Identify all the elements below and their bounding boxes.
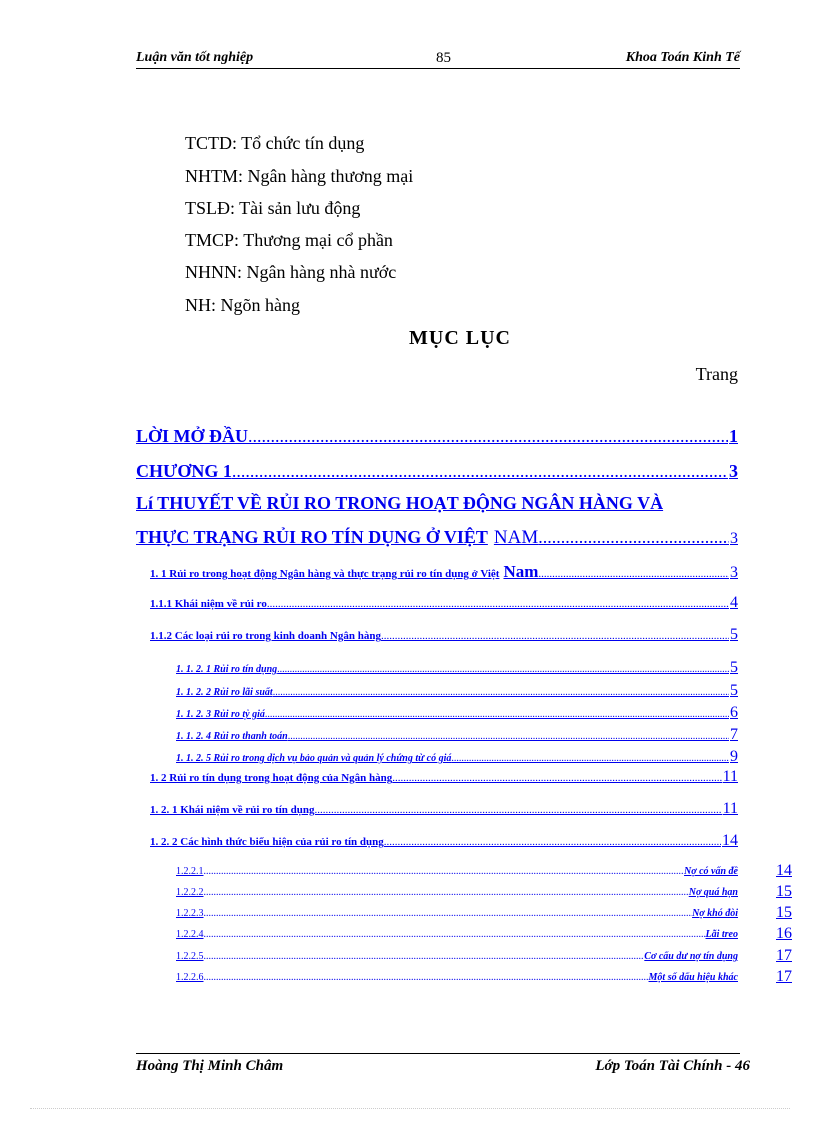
- toc-subentry-title: Cơ cấu dư nợ tín dụng: [644, 951, 738, 962]
- toc-subentry-number: 1.2.2.2: [176, 887, 204, 898]
- abbreviation-item: TSLĐ: Tài sản lưu động: [185, 198, 361, 218]
- toc-entry-1-1-2-1[interactable]: [176, 659, 738, 677]
- toc-entry-title: 1.1.2 Các loại rủi ro trong kinh doanh Ngân hàng: [150, 630, 381, 642]
- toc-subentry[interactable]: [176, 908, 738, 919]
- page-bottom-border: [30, 1108, 790, 1109]
- toc-subentry-number: 1.2.2.3: [176, 908, 204, 919]
- footer-class: Lớp Toán Tài Chính - 46: [595, 1058, 750, 1074]
- toc-entry-page: 1: [729, 426, 738, 446]
- footer-author: Hoàng Thị Minh Châm: [136, 1058, 284, 1074]
- toc-entry-title: 1. 1. 2. 5 Rủi ro trong dịch vụ bảo quản và quản lý chứng từ có giá: [176, 753, 452, 764]
- toc-entry-1-1-2-5[interactable]: [176, 748, 738, 766]
- toc-entry-title: 1. 2 Rủi ro tín dụng trong hoạt động của Ngân hàng: [150, 772, 393, 784]
- toc-entry-page: 11: [722, 800, 738, 817]
- toc-subentry-number: 1.2.2.5: [176, 951, 204, 962]
- toc-entry-title: 1. 1. 2. 4 Rủi ro thanh toán: [176, 731, 288, 742]
- toc-entry-page: 3: [729, 461, 738, 481]
- toc-entry-intro[interactable]: [136, 426, 738, 447]
- toc-entry-page: 3: [730, 530, 738, 547]
- toc-subentry-number: 1.2.2.1: [176, 866, 204, 877]
- toc-entry-page: 3: [730, 564, 738, 581]
- toc-entry-page: 6: [730, 704, 738, 721]
- toc-chapter-heading-line-2[interactable]: [136, 527, 738, 549]
- toc-subentry-page[interactable]: 14: [776, 862, 792, 879]
- toc-entry-page: 7: [730, 726, 738, 743]
- footer-divider: [136, 1053, 740, 1054]
- toc-entry-page: 5: [730, 626, 738, 643]
- abbreviation-item: NH: Ngõn hàng: [185, 295, 300, 315]
- toc-entry-title: 1. 2. 1 Khái niệm về rủi ro tín dụng: [150, 804, 315, 816]
- toc-entry-1-1-2-2[interactable]: [176, 682, 738, 700]
- toc-entry-title: 1. 1. 2. 2 Rủi ro lãi suất: [176, 687, 273, 698]
- abbreviation-item: NHNN: Ngân hàng nhà nước: [185, 262, 397, 282]
- toc-entry-title: LỜI MỞ ĐẦU: [136, 426, 248, 446]
- page-header: [136, 50, 740, 70]
- toc-entry-1-2-1[interactable]: [150, 800, 738, 818]
- toc-subentry-page[interactable]: 17: [776, 968, 792, 985]
- toc-subentry-title: Lãi treo: [705, 929, 738, 940]
- toc-title: MỤC LỤC: [409, 327, 511, 349]
- abbreviation-item: TMCP: Thương mại cổ phần: [185, 230, 393, 250]
- toc-subentry-page[interactable]: 16: [776, 925, 792, 942]
- toc-entry-title: 1. 2. 2 Các hình thức biểu hiện của rủi ro tín dụng: [150, 836, 384, 848]
- toc-subentry[interactable]: [176, 887, 738, 898]
- toc-subentry[interactable]: [176, 951, 738, 962]
- toc-entry-title-end: Nam: [503, 562, 539, 581]
- toc-subentry[interactable]: [176, 929, 738, 940]
- toc-entry-1-1[interactable]: [150, 562, 738, 582]
- toc-entry-1-1-2[interactable]: [150, 626, 738, 644]
- abbreviation-item: TCTD: Tổ chức tín dụng: [185, 133, 365, 153]
- toc-entry-1-2[interactable]: [150, 768, 738, 786]
- toc-entry-1-1-1[interactable]: [150, 594, 738, 612]
- toc-entry-1-2-2[interactable]: [150, 832, 738, 850]
- toc-entry-page: 5: [730, 659, 738, 676]
- page-footer: [136, 1058, 750, 1078]
- toc-subentry[interactable]: [176, 972, 738, 983]
- header-divider: [136, 68, 740, 69]
- toc-subentry-title: Nợ quá hạn: [688, 887, 738, 898]
- toc-subentry-number: 1.2.2.4: [176, 929, 204, 940]
- toc-entry-chapter-1[interactable]: [136, 461, 738, 482]
- toc-entry-page: 9: [730, 748, 738, 765]
- toc-subentry-page[interactable]: 15: [776, 904, 792, 921]
- toc-page-label: Trang: [695, 364, 738, 384]
- header-thesis-label: Luận văn tốt nghiệp: [136, 50, 254, 65]
- toc-entry-title: 1.1.1 Khái niệm về rủi ro: [150, 598, 267, 610]
- toc-entry-page: 14: [722, 832, 738, 849]
- toc-subentry-page[interactable]: 15: [776, 883, 792, 900]
- toc-entry-1-1-2-3[interactable]: [176, 704, 738, 722]
- toc-entry-title: 1. 1. 2. 3 Rủi ro tỷ giá: [176, 709, 265, 720]
- toc-entry-title: 1. 1 Rủi ro trong hoạt động Ngân hàng và thực trạng rủi ro tín dụng ở Việt: [150, 568, 500, 580]
- toc-entry-title: CHƯƠNG 1: [136, 461, 232, 481]
- toc-chapter-heading-line-1[interactable]: Lí THUYẾT VỀ RỦI RO TRONG HOẠT ĐỘNG NGÂN HÀNG VÀ: [136, 493, 664, 513]
- toc-entry-title-end: NAM: [493, 527, 539, 548]
- header-page-number: 85: [436, 50, 451, 66]
- toc-subentry[interactable]: [176, 866, 738, 877]
- toc-entry-page: 11: [722, 768, 738, 785]
- toc-subentry-title: Nợ khó đòi: [692, 908, 738, 919]
- header-faculty: Khoa Toán Kinh Tế: [625, 50, 740, 65]
- toc-entry-title: 1. 1. 2. 1 Rủi ro tín dụng: [176, 664, 278, 675]
- toc-subentry-number: 1.2.2.6: [176, 972, 204, 983]
- toc-entry-1-1-2-4[interactable]: [176, 726, 738, 744]
- toc-entry-title: THỰC TRẠNG RỦI RO TÍN DỤNG Ở VIỆT: [136, 527, 488, 547]
- abbreviation-item: NHTM: Ngân hàng thương mại: [185, 166, 414, 186]
- toc-subentry-title: Một số dấu hiệu khác: [648, 972, 738, 983]
- toc-subentry-title: Nợ có vấn đề: [684, 866, 738, 877]
- toc-entry-page: 5: [730, 682, 738, 699]
- toc-entry-page: 4: [730, 594, 738, 611]
- toc-subentry-page[interactable]: 17: [776, 947, 792, 964]
